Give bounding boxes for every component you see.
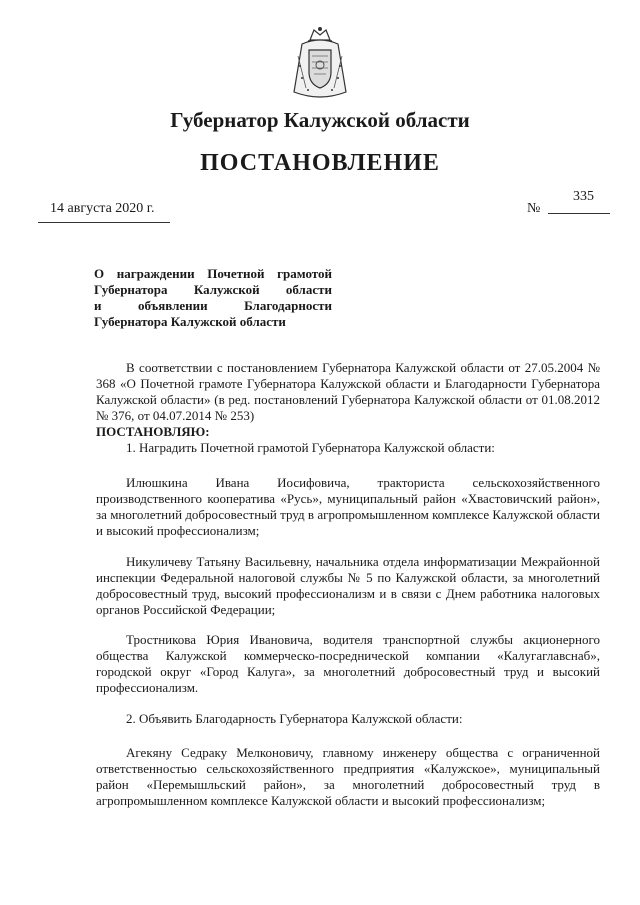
award-text: Никуличеву Татьяну Васильевну, начальника отдела информатизации Межрайонной инспекции Федеральной налоговой службы № 5 по Калужской области, за многолетний добросовестный труд, высокий профессионализм и в связи с Днем работника налоговых органов Российской Федерации; <box>96 554 600 617</box>
number-underline <box>548 213 610 214</box>
coat-of-arms-icon <box>288 26 352 104</box>
gratitude-paragraph-1 <box>96 745 600 809</box>
document-type: ПОСТАНОВЛЕНИЕ <box>200 150 440 176</box>
issuer-title: Губернатор Калужской области <box>170 108 470 132</box>
item1-title: 1. Наградить Почетной грамотой Губернатора Калужской области: <box>126 440 495 455</box>
document-subject <box>94 266 332 330</box>
subject-line: О награждении Почетной грамотой <box>94 266 332 281</box>
document-date: 14 августа 2020 г. <box>50 201 155 216</box>
award-paragraph-2 <box>96 554 600 618</box>
date-underline <box>38 222 170 223</box>
preamble-block <box>96 360 600 456</box>
item2-block <box>96 711 600 727</box>
award-paragraph-3 <box>96 632 600 696</box>
preamble-paragraph: В соответствии с постановлением Губернатора Калужской области от 27.05.2004 № 368 «О Почетной грамоте Губернатора Калужской области и Благодарности Губернатора Калужской области» (в ред. постановлений Губернатора Калужской области от 01.08.2012 № 376, от 04.07.2014 № 253) <box>96 360 600 423</box>
resolve-heading: ПОСТАНОВЛЯЮ: <box>96 424 210 439</box>
document-number: 335 <box>573 189 594 204</box>
award-paragraph-1 <box>96 475 600 539</box>
subject-line: и объявлении Благодарности <box>94 298 332 313</box>
subject-line: Губернатора Калужской области <box>94 314 286 329</box>
number-label: № <box>527 201 541 216</box>
item2-title: 2. Объявить Благодарность Губернатора Калужской области: <box>126 711 463 726</box>
award-text: Тростникова Юрия Ивановича, водителя транспортной службы акционерного общества Калужской коммерческо-посреднической компании «Калугаглавснаб», городской округ «Город Калуга», за многолетний добросовестный труд и высокий профессионализм. <box>96 632 600 695</box>
gratitude-text: Агекяну Седраку Мелконовичу, главному инженеру общества с ограниченной ответственностью сельскохозяйственного предприятия «Калужское», муниципальный район «Перемышльский район», за многолетний добросовестный труд в агропромышленном комплексе Калужской области и высокий профессионализм; <box>96 745 600 808</box>
award-text: Илюшкина Ивана Иосифовича, тракториста сельскохозяйственного производственного кооператива «Русь», муниципальный район «Хвастовичский район», за многолетний добросовестный труд в агропромышленном комплексе Калужской области и высокий профессионализм; <box>96 475 600 538</box>
subject-line: Губернатора Калужской области <box>94 282 332 297</box>
